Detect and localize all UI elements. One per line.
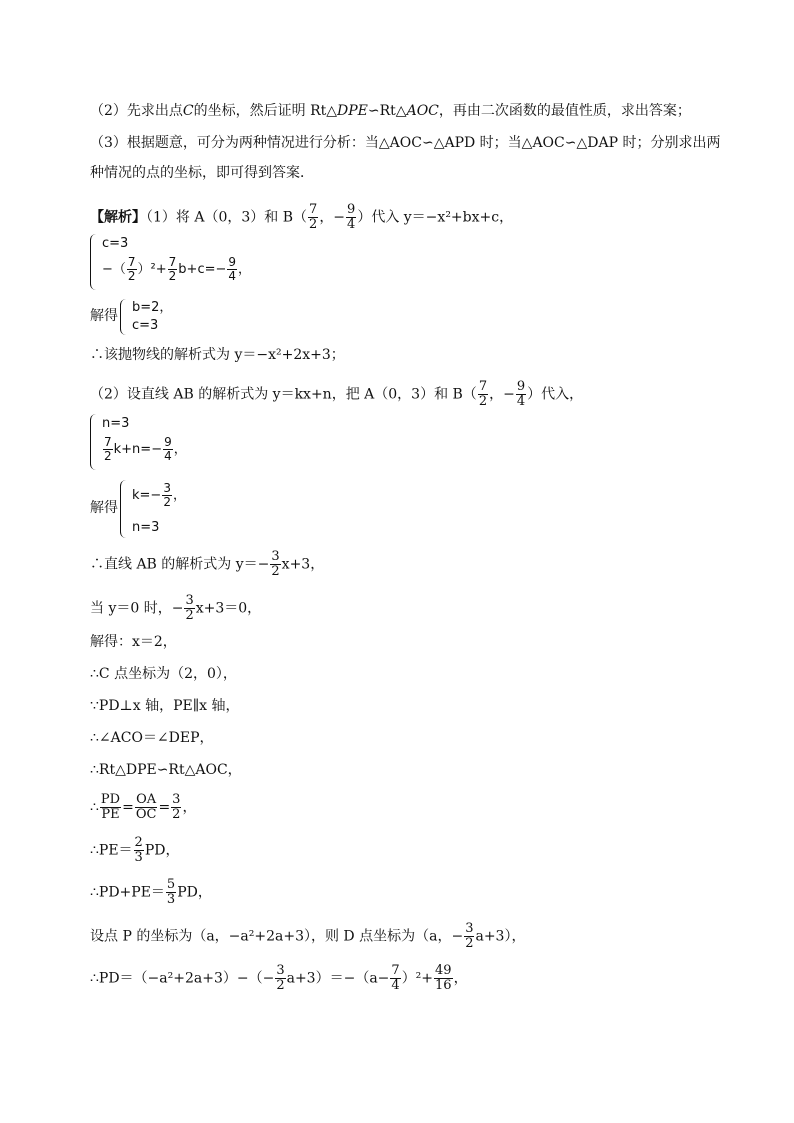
pe-line: ∴PE＝ $\frac{2}{3}$ PD，: [90, 835, 180, 865]
ratio-line: ∴ $\frac{PD}{PE}$ = $\frac{OA}{OC}$ = $\frac{3}{2}$ ，: [90, 792, 197, 822]
angle-line: ∴∠ACO＝∠DEP，: [90, 730, 214, 746]
solution-tag: 【解析】: [90, 209, 146, 226]
text-line-1: （2）先求出点C的坐标，然后证明 Rt△DPE∽Rt△AOC，再由二次函数的最值性质，求出答案；: [90, 103, 691, 119]
text-line-3: 种情况的点的坐标，即可得到答案．: [90, 165, 314, 181]
solve-x: 解得：x＝2，: [90, 634, 177, 650]
solve-label-1: 解得: [90, 308, 118, 324]
result-2: ∴直线 AB 的解析式为 y＝− $\frac{3}{2}$ x+3，: [90, 549, 325, 579]
equation-system-1: c=3 −（ $\frac{7}{2}$ ）²+ $\frac{7}{2}$ b+c=− $\frac{9}{4}$ ，: [90, 234, 350, 292]
text-line-2: （3）根据题意，可分为两种情况进行分析：当△AOC∽△APD 时；当△AOC∽△DAP 时；分别求出两: [90, 135, 721, 151]
solve-label-2: 解得: [90, 500, 118, 516]
result-1: ∴该抛物线的解析式为 y＝−x²+2x+3；: [90, 347, 345, 363]
equation-system-4: k=− $\frac{3}{2}$ ， n=3: [120, 480, 240, 540]
when-line: 当 y＝0 时，− $\frac{3}{2}$ x+3＝0，: [90, 593, 262, 623]
perp-line: ∵PD⊥x 轴，PE∥x 轴，: [90, 698, 240, 714]
sum-line: ∴PD+PE＝ $\frac{5}{3}$ PD，: [90, 877, 212, 907]
solution-line-1: 【解析】（1）将 A（0，3）和 B（ $\frac{7}{2}$ ，− $\frac{9}{4}$ ）代入 y＝−x²+bx+c，: [90, 202, 514, 232]
pd-line: ∴PD＝（−a²+2a+3）−（− $\frac{3}{2}$ a+3）＝−（a− $\frac{7}{4}$ ）²+ $\frac{49}{16}$ ，: [90, 963, 468, 993]
equation-system-3: n=3 $\frac{7}{2}$ k+n=− $\frac{9}{4}$ ，: [90, 414, 290, 472]
part2-line: （2）设直线 AB 的解析式为 y＝kx+n，把 A（0，3）和 B（ $\frac{7}{2}$ ，− $\frac{9}{4}$ ）代入，: [90, 379, 584, 409]
set-p-line: 设点 P 的坐标为（a，−a²+2a+3），则 D 点坐标为（a，− $\frac{3}{2}$ a+3），: [90, 921, 526, 951]
equation-system-2: b=2， c=3: [120, 299, 200, 337]
c-point: ∴C 点坐标为（2，0），: [90, 666, 237, 682]
similar-line: ∴Rt△DPE∽Rt△AOC，: [90, 762, 242, 778]
